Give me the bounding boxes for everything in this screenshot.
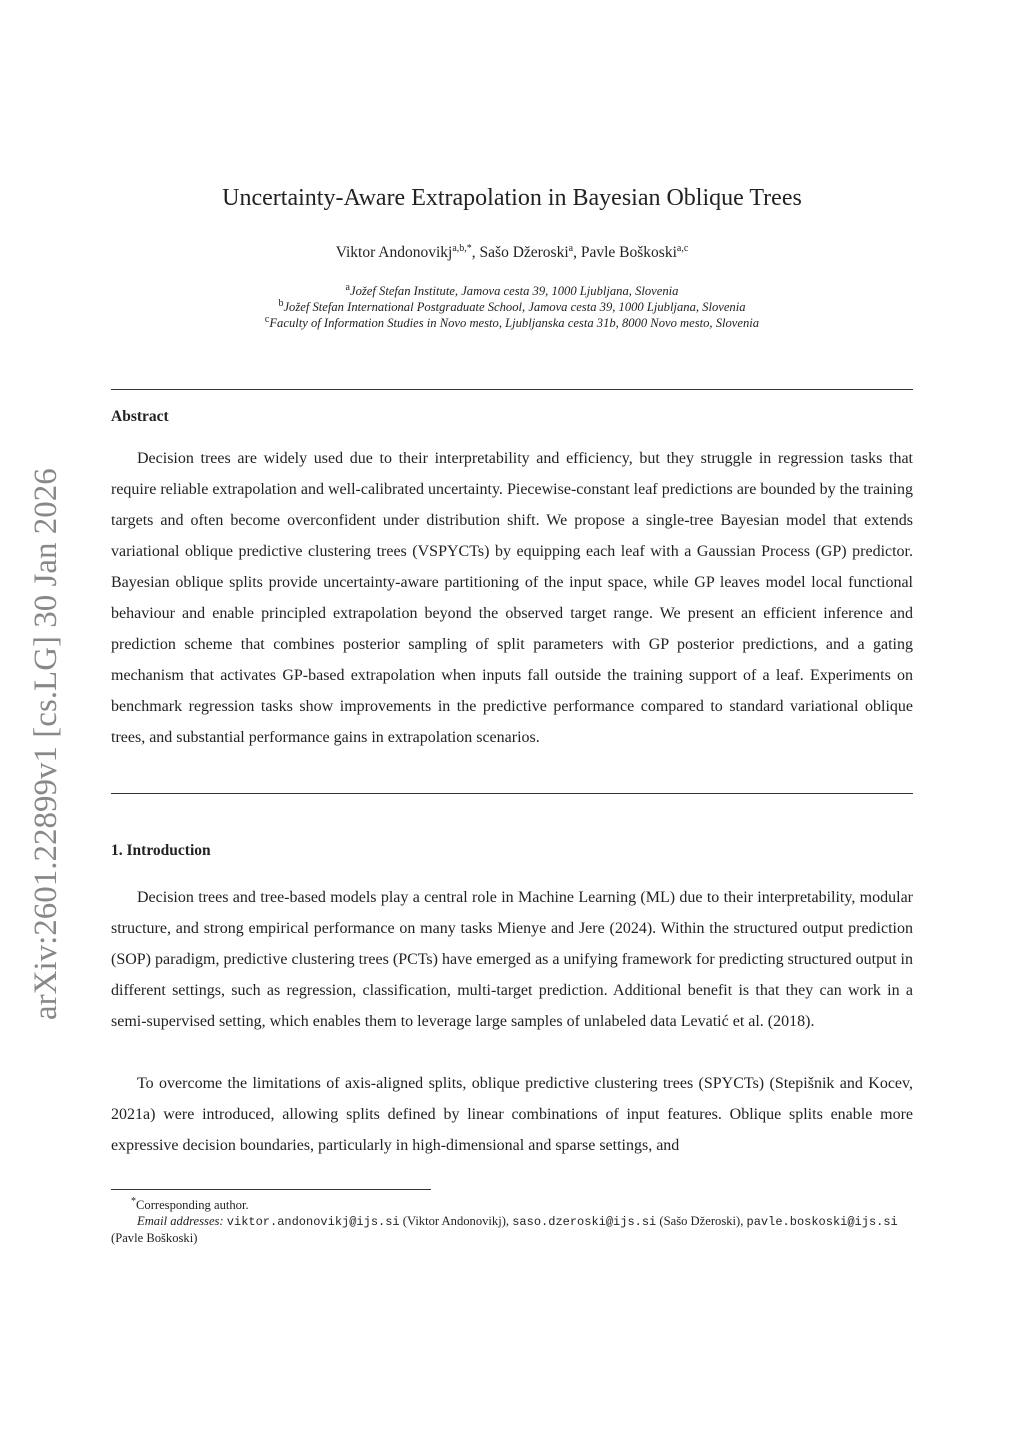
email-owner: (Viktor Andonovikj), [402,1214,510,1229]
footnotes [111,1194,913,1246]
abstract-text: Decision trees are widely used due to their interpretability and efficiency, but they struggle in regression tasks that require reliable extrapolation and well-calibrated uncertainty. Piecewise-constant leaf predictions are bounded by the training targets and often become overconfident under distribution shift. We propose a single-tree Bayesian model that extends variational oblique predictive clustering trees (VSPYCTs) by equipping each leaf with a Gaussian Process (GP) predictor. Bayesian oblique splits provide uncertainty-aware partitioning of the input space, while GP leaves model local functional behaviour and enable principled extrapolation beyond the observed target range. We present an efficient inference and prediction scheme that combines posterior sampling of split parameters with GP posterior predictions, and a gating mechanism that activates GP-based extrapolation when inputs fall outside the training support of a leaf. Experiments on benchmark regression tasks show improvements in the predictive performance compared to standard variational oblique trees, and substantial performance gains in extrapolation scenarios. [111,450,913,746]
author-marks: a,c [676,243,689,254]
affiliation-mark: a [345,282,350,293]
arxiv-identifier: arXiv:2601.22899v1 [cs.LG] 30 Jan 2026 [28,468,64,1020]
email-link[interactable]: viktor.andonovikj@ijs.si [226,1215,400,1230]
divider [111,793,913,794]
author-name: Sašo Džeroski [479,244,569,262]
affiliation [0,312,1024,331]
email-link[interactable]: saso.dzeroski@ijs.si [512,1215,657,1230]
affiliation-text: Jožef Stefan International Postgraduate School, Jamova cesta 39, 1000 Ljubljana, Slovenia [283,300,746,315]
affiliation-mark: c [264,314,270,325]
author-name: Pavle Boškoski [580,244,677,262]
affiliation-text: Faculty of Information Studies in Novo mesto, Ljubljanska cesta 31b, 8000 Novo mesto, Slovenia [269,316,760,331]
section-heading: 1. Introduction [111,842,211,859]
footnote-mark: * [131,1196,136,1207]
paper-title: Uncertainty-Aware Extrapolation in Bayesian Oblique Trees [222,185,802,211]
email-owner: (Pavle Boškoski) [111,1231,198,1246]
footnote-text: Corresponding author. [136,1198,249,1213]
footnote-emails [111,1213,913,1246]
email-label: Email addresses: [137,1214,224,1229]
author-name: Viktor Andonovikj [335,244,453,262]
author-marks: a,b,* [452,243,472,254]
affiliation-text: Jožef Stefan Institute, Jamova cesta 39, 1000 Ljubljana, Slovenia [350,284,679,299]
author-list: Viktor Andonovikj$^{a,b,*}$, Sašo Džeroski$^a$, Pavle Boškoski$^{a,c}$ [335,243,689,262]
abstract-heading: Abstract [111,408,169,425]
email-owner: (Sašo Džeroski), [659,1214,744,1229]
email-link[interactable]: pavle.boskoski@ijs.si [746,1215,898,1230]
divider [111,389,913,390]
footnote-rule [111,1189,431,1190]
author-marks: a [568,243,574,254]
affiliation-mark: b [278,298,284,309]
footnote-corresponding [111,1194,913,1213]
body-paragraph: Decision trees and tree-based models play a central role in Machine Learning (ML) due to their interpretability, modular structure, and strong empirical performance on many tasks Mienye and Jere (2024). Within the structured output prediction (SOP) paradigm, predictive clustering trees (PCTs) have emerged as a unifying framework for predicting structured output in different settings, such as regression, classification, multi-target prediction. Additional benefit is that they can work in a semi-supervised setting, which enables them to leverage large samples of unlabeled data Levatić et al. (2018). [111,889,913,1030]
body-paragraph: To overcome the limitations of axis-aligned splits, oblique predictive clustering trees (SPYCTs) (Stepišnik and Kocev, 2021a) were introduced, allowing splits defined by linear combinations of input features. Oblique splits enable more expressive decision boundaries, particularly in high-dimensional and sparse settings, and [111,1075,913,1154]
